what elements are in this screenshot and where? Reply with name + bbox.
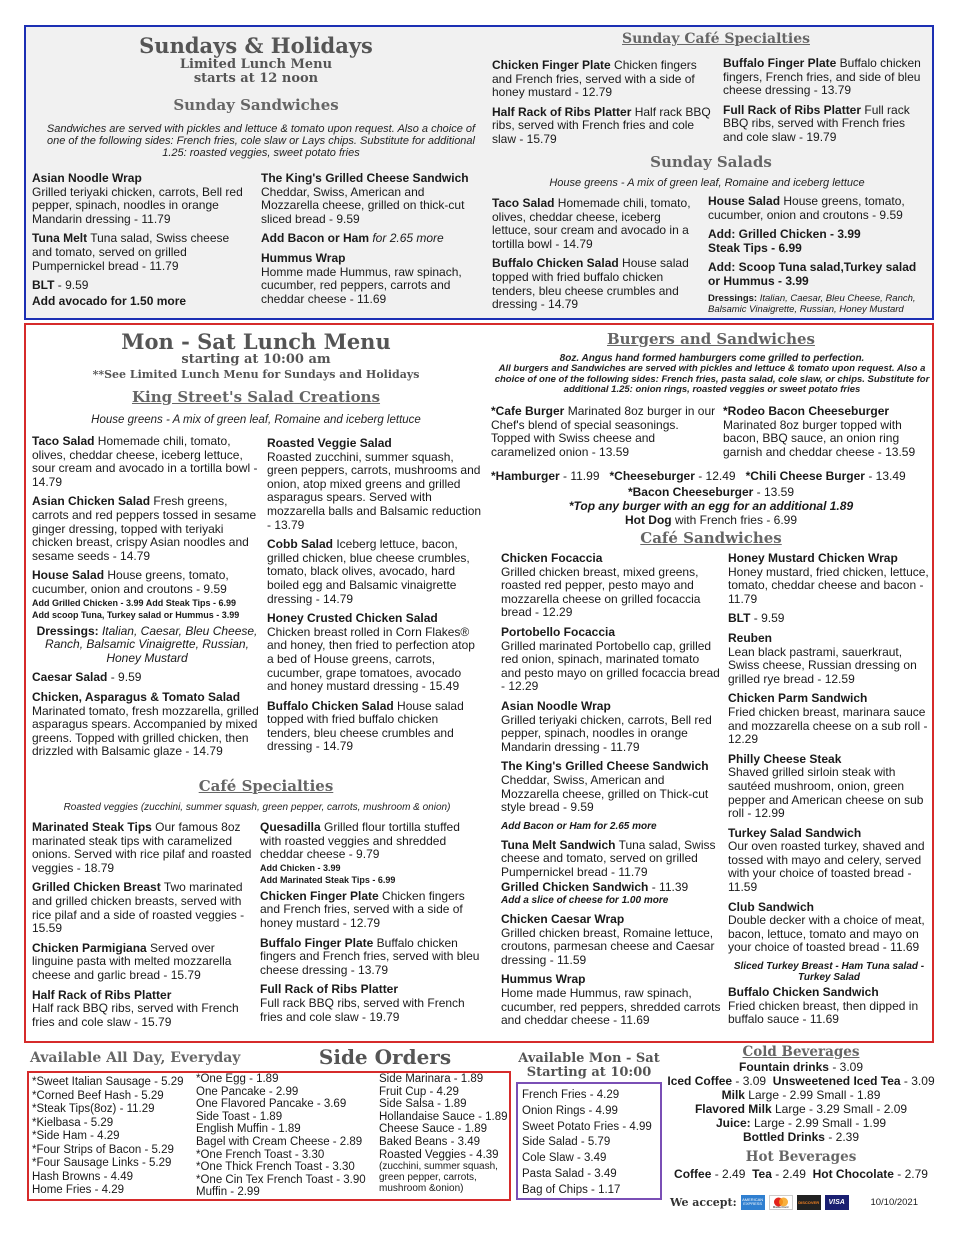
side-item: One Pancake - 2.99 (196, 1085, 299, 1098)
cafe-add-2: Add Marinated Steak Tips - 6.99 (260, 874, 396, 885)
menu-item (728, 901, 930, 955)
item-name: Turkey Salad Sandwich (728, 825, 862, 840)
coffee-name: Coffee (674, 1167, 712, 1181)
iced-coffee-row (666, 1074, 936, 1088)
item-desc: Cheddar, Swiss, American and Mozzarella cheese, grilled on thick-cut sliced bread - 9.59 (261, 184, 465, 226)
menu-item (32, 881, 254, 935)
menu-item (501, 760, 721, 814)
item-name: Add Bacon or Ham (261, 231, 370, 246)
menu-item (728, 692, 930, 746)
sunday-sandwiches-title: Sunday Sandwiches (173, 96, 339, 114)
item-name: Flavored Milk (694, 1102, 772, 1116)
menu-date: 10/10/2021 (870, 1196, 918, 1208)
menu-item (267, 612, 482, 694)
item-desc: Served over linguine pasta with melted mozzarella cheese and garlic bread - 15.79 (32, 940, 232, 982)
item-name: Milk (721, 1088, 745, 1102)
mastercard-icon (769, 1195, 793, 1210)
menu-item (501, 700, 721, 754)
menu-item (32, 495, 262, 563)
weekday-subtitle: starting at 10:00 am (181, 352, 331, 367)
weekday-cafe-col-1 (32, 821, 254, 1035)
side-item: Side Salsa - 1.89 (379, 1098, 467, 1111)
menu-item (492, 59, 712, 100)
item-desc: Full rack BBQ ribs, served with French fries and cole slaw - 19.79 (260, 995, 465, 1024)
item-name: Honey Mustard Chicken Wrap (728, 551, 898, 565)
side-item: Cheese Sauce - 1.89 (379, 1123, 488, 1136)
item-desc: Full rack BBQ ribs, served with French fries and cole slaw - 19.79 (723, 102, 910, 144)
side-item: Onion Rings - 4.99 (522, 1104, 618, 1117)
menu-item (32, 295, 247, 309)
item-desc: Shaved grilled sirloin steak with sautéed mushroom, onion, green pepper and American cheese on sub roll - 12.99 (728, 765, 924, 821)
menu-item (32, 671, 262, 685)
menu-item (267, 437, 482, 532)
club-choices: Sliced Turkey Breast - Ham Tuna salad - Turkey Salad (733, 961, 925, 984)
item-desc: - 9.59 (107, 670, 142, 685)
card-name: DISCOVER (798, 1199, 820, 1205)
menu-item (267, 538, 482, 606)
sunday-cafe-col-2 (723, 57, 928, 151)
weekday-cafe-note: Roasted veggies (zucchini, summer squash, green pepper, carrots, mushroom & onion) (63, 802, 451, 813)
item-name: Buffalo Finger Plate (723, 56, 837, 70)
item-desc: for 2.65 more (369, 231, 444, 246)
item-name: Hummus Wrap (261, 250, 346, 265)
item-name: Taco Salad (32, 434, 95, 448)
item-name: House Salad (708, 194, 781, 208)
sunday-dressings (708, 293, 930, 315)
dressings-list: Italian, Caesar, Bleu Cheese, Ranch, Balsamic Vinaigrette, Russian, Honey Mustard (45, 623, 258, 665)
menu-item (708, 195, 930, 222)
all-day-title: Available All Day, Everyday (30, 1050, 241, 1066)
item-name: Grilled Chicken Sandwich (501, 880, 649, 895)
item-price: - 13.59 (753, 485, 795, 499)
hot-dog (491, 513, 931, 527)
side-item: *Four Strips of Bacon - 5.29 (32, 1143, 174, 1156)
sunday-salads-col-2 (708, 195, 930, 315)
menu-item (32, 691, 262, 759)
hamburger-price: - 11.99 (559, 469, 600, 483)
item-price: - 3.09 (828, 1060, 864, 1074)
item-name: Taco Salad (492, 196, 555, 210)
side-item: *One Egg - 1.89 (196, 1073, 279, 1085)
sunday-subtitle-2: starts at 12 noon (193, 71, 319, 86)
item-name: Marinated Steak Tips (32, 820, 152, 834)
side-item: Fruit Cup - 4.29 (379, 1085, 459, 1098)
item-desc: Grilled teriyaki chicken, carrots, Bell red pepper, spinach, noodles in orange Mandarin dressing - 11.79 (32, 184, 243, 226)
side-item: *Kielbasa - 5.29 (32, 1116, 114, 1129)
coffee-price: - 2.49 (711, 1167, 746, 1181)
side-item: Bag of Chips - 1.17 (522, 1183, 621, 1196)
menu-item (32, 821, 254, 875)
item-name: Buffalo Chicken Sandwich (728, 985, 879, 1000)
iced-coffee-name: Iced Coffee (667, 1074, 733, 1088)
weekday-salads-col-2 (267, 437, 482, 760)
dressings-list: Italian, Caesar, Bleu Cheese, Ranch, Balsamic Vinaigrette, Russian, Honey Mustard (708, 292, 916, 315)
menu-item (728, 632, 930, 686)
sunday-cafe-col-1 (492, 59, 712, 153)
menu-item (32, 989, 254, 1030)
weekday-cafe-col-2 (260, 821, 482, 1030)
menu-item (501, 973, 721, 1027)
side-item: *Steak Tips(8oz) - 11.29 (32, 1103, 155, 1115)
item-desc: Grilled teriyaki chicken, carrots, Bell red pepper, spinach, noodles in orange Mandarin dressing - 11.79 (501, 712, 712, 754)
sunday-subtitle-1: Limited Lunch Menu (179, 57, 333, 72)
item-name: Add: Grilled Chicken - 3.99 (708, 227, 861, 242)
item-desc: Fried chicken breast, then dipped in buffalo sauce - 11.69 (728, 998, 919, 1027)
item-name: Buffalo Finger Plate (260, 935, 374, 950)
item-name: Chicken Parmigiana (32, 940, 147, 955)
sunday-sandwich-col-1 (32, 172, 247, 308)
menu-item (260, 983, 482, 1024)
menu-item (728, 612, 930, 626)
item-desc: Homemade chili, tomato, olives, cheddar cheese, iceberg lettuce, sour cream and avocado in a tortilla bowl - 14.79 (492, 196, 691, 251)
weekday-see-note: **See Limited Lunch Menu for Sundays and Holidays (92, 368, 420, 381)
sandwich-col-2 (728, 552, 930, 1027)
menu-item (32, 232, 247, 273)
item-name: Add avocado for 1.50 more (32, 293, 187, 308)
item-name: Roasted Veggie Salad (267, 436, 392, 450)
cafe-add-1: Add Chicken - 3.99 (260, 862, 341, 873)
item-name: Philly Cheese Steak (728, 751, 842, 766)
side-item: Bagel with Cream Cheese - 2.89 (196, 1135, 363, 1148)
item-name: *Cafe Burger (491, 404, 565, 418)
side-item: *One Cin Tex French Toast - 3.90 (196, 1173, 366, 1186)
we-accept-label: We accept: (670, 1195, 737, 1209)
side-item: Sweet Potato Fries - 4.99 (522, 1120, 652, 1133)
menu-item (501, 839, 721, 880)
chili-burger-name: *Chili Cheese Burger (745, 469, 865, 483)
item-desc: Grilled chicken breast, mixed greens, roasted red pepper, pesto mayo and mozzarella cheese on grilled focaccia bread - 12.29 (501, 564, 701, 620)
item-name: Quesadilla (260, 820, 321, 834)
menu-item (260, 937, 482, 978)
dressings-label: Dressings: (36, 623, 99, 638)
item-desc: Buffalo chicken fingers and French fries, served with bleu cheese dressing - 13.79 (260, 935, 480, 977)
menu-item (260, 890, 482, 931)
burger-prices-row (491, 470, 931, 484)
item-name: The King's Grilled Cheese Sandwich (501, 759, 709, 774)
item-name: Juice: (715, 1116, 751, 1130)
sand-add-cheese: Add a slice of cheese for 1.00 more (501, 895, 669, 907)
mon-sat-title-1: Available Mon - Sat (518, 1051, 660, 1066)
item-name: BLT (728, 611, 751, 626)
weekday-salads-note: House greens - A mix of green leaf, Romaine and iceberg lettuce (91, 414, 421, 426)
menu-item (708, 261, 930, 288)
menu-item (32, 942, 254, 983)
item-desc: Chicken fingers and French fries, served with a side of honey mustard - 12.79 (260, 888, 465, 930)
egg-note: *Top any burger with an egg for an additional 1.89 (568, 499, 854, 513)
menu-item (723, 104, 928, 145)
item-name: Chicken Caesar Wrap (501, 912, 625, 927)
item-desc: Marinated 8oz burger in our Chef's blend of special seasonings. Topped with Swiss cheese and caramelized onion - 13.59 (491, 404, 716, 459)
payment-row (670, 1191, 940, 1213)
sunday-title: Sundays & Holidays (139, 33, 373, 58)
item-name: Honey Crusted Chicken Salad (267, 611, 438, 626)
side-item: Hash Browns - 4.49 (32, 1170, 133, 1183)
side-item: *Side Ham - 4.29 (32, 1130, 120, 1142)
item-name: *Bacon Cheeseburger (627, 485, 754, 499)
item-name: Reuben (728, 630, 773, 645)
cafe-burger (491, 405, 716, 459)
item-name: Portobello Focaccia (501, 624, 616, 639)
side-item: Pasta Salad - 3.49 (522, 1167, 617, 1180)
item-desc: Tuna salad, Swiss cheese and tomato, served on grilled Pumpernickel bread - 11.79 (32, 231, 230, 273)
menu-item (261, 252, 476, 306)
item-name: BLT (32, 278, 55, 293)
discover-card-icon (797, 1195, 821, 1210)
menu-item (728, 753, 930, 821)
item-name: Asian Noodle Wrap (32, 171, 142, 185)
side-item: Side Salad - 5.79 (522, 1136, 611, 1149)
item-desc: Buffalo chicken fingers, French fries, and side of bleu cheese dressing - 13.79 (723, 56, 921, 98)
side-item: Baked Beans - 3.49 (379, 1135, 481, 1148)
menu-item (723, 57, 928, 98)
item-name: House Salad (32, 568, 105, 583)
item-price: - 2.39 (824, 1130, 860, 1144)
burgers-title: Burgers and Sandwiches (606, 330, 815, 348)
sandwich-col-1 (501, 552, 721, 1034)
rodeo-burger (723, 405, 931, 459)
card-name: MasterCard (772, 1204, 789, 1209)
flavored-milk-row (666, 1102, 936, 1116)
item-desc: Honey mustard, fried chicken, lettuce, tomato, cheddar cheese and bacon - 11.79 (728, 564, 929, 606)
side-item: Side Marinara - 1.89 (379, 1073, 484, 1085)
item-desc: Homemade chili, tomato, olives, cheddar cheese, iceberg lettuce, sour cream and avocado in a tortilla bowl - 14.79 (32, 434, 258, 489)
item-desc: Marinated tomato, fresh mozzarella, grilled asparagus spears. Accompanied by mixed greens. Topped with grilled chicken, then drizzled with Balsamic glaze - 14.79 (32, 703, 259, 759)
item-desc: Our oven roasted turkey, shaved and tossed with mayo and celery, served with your choice of toasted bread - 11.59 (728, 839, 925, 895)
side-item: Hollandaise Sauce - 1.89 (379, 1110, 508, 1123)
menu-item (501, 552, 721, 620)
item-desc: with French fries - 6.99 (671, 513, 798, 527)
item-desc: Half rack BBQ ribs, served with French fries and cole slaw - 15.79 (32, 1001, 239, 1029)
item-desc: Half rack BBQ ribs, served with French fries and cole slaw - 15.79 (492, 104, 711, 146)
item-name: Chicken Parm Sandwich (728, 691, 868, 706)
item-name: Chicken, Asparagus & Tomato Salad (32, 689, 241, 704)
hamburger-name: *Hamburger (491, 469, 560, 483)
menu-item (728, 827, 930, 895)
menu-item (501, 881, 721, 895)
item-name: Chicken Finger Plate (260, 888, 379, 903)
weekday-title: Mon - Sat Lunch Menu (121, 329, 391, 354)
sunday-sandwiches-note: Sandwiches are served with pickles and lettuce & tomato upon request. Also a choice of one of the following sides: French fries, cole slaw or Lays chips. Substitute for additional 1.25: roasted veggies, sweet potato fries (46, 123, 476, 159)
mon-sat-title-2: Starting at 10:00 (526, 1065, 652, 1080)
item-price: Large - 2.99 Small - 1.99 (750, 1116, 887, 1130)
side-orders-col-3 (379, 1073, 511, 1194)
item-desc: Home made Hummus, raw spinach, cucumber, red peppers, shredded carrots and cheddar cheese - 11.69 (501, 986, 721, 1028)
milk-row (666, 1088, 936, 1102)
side-item: One Flavored Pancake - 3.69 (196, 1098, 347, 1111)
item-desc: Lean black pastrami, sauerkraut, Swiss cheese, Russian dressing on grilled rye bread - 12.59 (728, 644, 917, 686)
sand-add-bacon: Add Bacon or Ham for 2.65 more (501, 820, 657, 832)
juice-row (666, 1116, 936, 1130)
burgers-note-2: All burgers and Sandwiches are served with pickles and lettuce & tomato upon request. Also a choice of one of the following sides: French fries, pasta salad, cole slaw, or chips. Substitute for additional 1.25: onion rings, roasted veggies or sweet potato fries (494, 363, 930, 395)
side-orders-title: Side Orders (318, 1045, 452, 1069)
sunday-salads-title: Sunday Salads (650, 153, 772, 171)
item-desc: Tuna salad, Swiss cheese and tomato, served on grilled Pumpernickel bread - 11.79 (501, 837, 716, 879)
sunday-cafe-title: Sunday Café Specialties (622, 31, 810, 47)
item-desc: Grilled chicken breast, Romaine lettuce, croutons, parmesan cheese and Caesar dressing - 11.59 (501, 925, 715, 967)
amex-card-icon (741, 1195, 765, 1210)
item-desc: Fried chicken breast, marinara sauce and mozzarella cheese on a sub roll - 12.29 (728, 704, 928, 747)
hot-chocolate-price: - 2.79 (893, 1167, 928, 1181)
weekday-menu-box (24, 323, 934, 1043)
weekday-cafe-title: Café Specialties (198, 777, 334, 795)
sunday-salads-note: House greens - A mix of green leaf, Romaine and iceberg lettuce (549, 177, 865, 189)
item-price: Large - 3.29 Small - 2.09 (771, 1102, 908, 1116)
chili-burger-price: - 13.49 (864, 469, 906, 483)
item-name: Buffalo Chicken Salad (267, 698, 394, 713)
side-orders-box (27, 1071, 511, 1201)
item-price: Large - 2.99 Small - 1.89 (744, 1088, 881, 1102)
item-name: *Rodeo Bacon Cheeseburger (723, 404, 890, 418)
hot-beverages-row (666, 1167, 936, 1181)
iced-tea-name: Unsweetened Iced Tea (772, 1074, 901, 1088)
side-item: *One French Toast - 3.30 (196, 1148, 325, 1161)
menu-item (728, 986, 930, 1027)
item-desc: - 9.59 (54, 278, 89, 293)
item-desc: House salad topped with fried buffalo chicken tenders, bleu cheese crumbles and dressing - 14.79 (267, 698, 464, 754)
side-item: *Sweet Italian Sausage - 5.29 (32, 1076, 184, 1088)
menu-item (492, 257, 697, 311)
iced-tea-price: - 3.09 (900, 1074, 935, 1088)
item-desc: Marinated 8oz burger topped with bacon, BBQ sauce, an onion ring garnish and cheddar cheese - 13.59 (723, 417, 916, 459)
menu-item (260, 821, 482, 862)
item-desc: Grilled marinated Portobello cap, grilled red onion, spinach, marinated tomato and pesto mayo on grilled focaccia bread - 12.29 (501, 638, 720, 694)
item-desc: - 11.39 (648, 880, 689, 895)
card-name: AMERICAN EXPRESS (742, 1197, 764, 1206)
item-desc: - 9.59 (750, 611, 785, 626)
weekday-salads-title: King Street's Salad Creations (131, 388, 381, 406)
item-name: Half Rack of Ribs Platter (492, 104, 632, 119)
item-name: Hummus Wrap (501, 972, 586, 987)
visa-card-icon (825, 1195, 849, 1210)
hot-beverages-title: Hot Beverages (745, 1149, 857, 1165)
item-desc: House salad topped with fried buffalo chicken tenders, bleu cheese crumbles and dressing - 14.79 (492, 256, 689, 312)
item-name: Caesar Salad (32, 670, 108, 685)
menu-item (267, 700, 482, 754)
dressings-label: Dressings: (708, 292, 758, 304)
menu-item (261, 172, 476, 226)
item-desc: Iceberg lettuce, bacon, grilled chicken, blue cheese crumbles, tomato, black olives, avocado, hard boiled egg and Balsamic vinaigrette dressing - 14.79 (267, 537, 470, 606)
all-day-col-1 (32, 1076, 197, 1198)
menu-item (492, 106, 712, 147)
item-name: Add: Scoop Tuna salad,Turkey salad or Hummus - 3.99 (708, 260, 917, 288)
side-item: Side Toast - 1.89 (196, 1110, 283, 1123)
item-name: The King's Grilled Cheese Sandwich (261, 171, 469, 185)
item-name: Steak Tips - 6.99 (708, 240, 802, 255)
bacon-cheeseburger (491, 485, 931, 499)
item-desc: House greens, tomato, cucumber, onion and croutons - 9.59 (32, 568, 229, 596)
item-desc: Roasted zucchini, summer squash, green peppers, carrots, mushrooms and onion, atop mixed greens and grilled asparagus spears. Served with mozzarella balls and Balsamic reduction - 13.79 (267, 449, 482, 532)
beverages-section (666, 1045, 936, 1181)
sunday-menu-box (24, 25, 934, 320)
item-name: Buffalo Chicken Salad (492, 256, 619, 271)
item-name: Half Rack of Ribs Platter (32, 987, 172, 1002)
side-item: *Corned Beef Hash - 5.29 (32, 1089, 164, 1102)
side-item: Roasted Veggies - 4.39 (379, 1148, 499, 1161)
item-desc: Our famous 8oz marinated steak tips with caramelized onions. Served with rice pilaf and roasted veggies - 18.79 (32, 820, 252, 875)
item-desc: Double decker with a choice of meat, bacon, lettuce, tomato and mayo on your choice of toasted bread - 11.69 (728, 913, 925, 955)
item-desc: Cheddar, Swiss, American and Mozzarella cheese, grilled on Thick-cut style bread - 9.59 (501, 772, 709, 815)
item-name: Grilled Chicken Breast (32, 880, 161, 895)
iced-coffee-price: - 3.09 (732, 1074, 767, 1088)
item-name: Cobb Salad (267, 537, 334, 552)
item-desc: House greens, tomato, cucumber, onion and croutons - 9.59 (708, 194, 905, 222)
tea-name: Tea (752, 1167, 772, 1181)
menu-item (708, 242, 930, 256)
menu-item (32, 435, 262, 489)
item-name: Tuna Melt (32, 231, 88, 246)
menu-item (32, 569, 262, 596)
hot-chocolate-name: Hot Chocolate (812, 1167, 894, 1181)
item-desc: Two marinated and grilled chicken breasts, served with rice pilaf and a side of roasted veggies - 15.59 (32, 880, 245, 936)
mon-sat-sides-list (522, 1088, 662, 1199)
side-item: (zucchini, summer squash, green pepper, carrots, mushroom &onion) (379, 1161, 498, 1195)
burgers-note-1: 8oz. Angus hand formed hamburgers come grilled to perfection. (559, 353, 865, 364)
cheeseburger-name: *Cheeseburger (609, 469, 695, 483)
sunday-sandwich-col-2 (261, 172, 476, 312)
side-item: Muffin - 2.99 (196, 1186, 260, 1199)
menu-item (708, 228, 930, 242)
item-name: Asian Noodle Wrap (501, 698, 611, 713)
menu-item (32, 279, 247, 293)
item-name: Bottled Drinks (742, 1130, 825, 1144)
menu-item (501, 626, 721, 694)
weekday-salads-col-1 (32, 435, 262, 765)
item-name: Fountain drinks (738, 1060, 829, 1074)
menu-item (32, 172, 247, 226)
side-item: Cole Slaw - 3.49 (522, 1152, 607, 1165)
mon-sat-sides-box (516, 1082, 662, 1200)
item-name: Chicken Focaccia (501, 551, 603, 565)
side-item: French Fries - 4.29 (522, 1089, 620, 1101)
item-name: Tuna Melt Sandwich (501, 837, 616, 852)
side-item: *Four Sausage Links - 5.29 (32, 1157, 172, 1169)
cold-beverages-title: Cold Beverages (742, 1044, 860, 1060)
card-name: VISA (828, 1198, 845, 1206)
sunday-salads-col-1 (492, 197, 697, 318)
item-desc: Grilled flour tortilla stuffed with roasted veggies and shredded cheddar cheese - 9.79 (260, 820, 460, 862)
menu-item (492, 197, 697, 251)
item-desc: Homme made Hummus, raw spinach, cucumber, red peppers, carrots and cheddar cheese - 11.69 (261, 264, 462, 306)
item-desc: Fresh greens, carrots and red peppers tossed in sesame ginger dressing, topped with teriyaki chicken breast, crispy Asian noodles and sesame seeds - 14.79 (32, 494, 257, 563)
item-name: Full Rack of Ribs Platter (260, 982, 399, 997)
cheeseburger-price: - 12.49 (694, 469, 736, 483)
menu-item (261, 232, 476, 246)
item-desc: Chicken breast rolled in Corn Flakes® and honey, then fried to perfection atop a bed of House greens, carrots, cucumber, grape tomatoes, avocado and honey mustard dressing - 15.49 (267, 624, 475, 694)
salad-add-1: Add Grilled Chicken - 3.99 Add Steak Tips - 6.99 (32, 597, 237, 608)
side-item: Home Fries - 4.29 (32, 1184, 125, 1196)
menu-item (501, 913, 721, 967)
item-name: Club Sandwich (728, 899, 815, 914)
fountain-drinks (666, 1060, 936, 1074)
item-name: Asian Chicken Salad (32, 494, 151, 509)
menu-item (728, 552, 930, 606)
item-name: Chicken Finger Plate (492, 58, 611, 72)
item-desc: Chicken fingers and French fries, served with a side of honey mustard - 12.79 (492, 58, 697, 100)
item-name: Hot Dog (624, 513, 672, 527)
item-name: Full Rack of Ribs Platter (723, 102, 862, 117)
weekday-dressings (32, 625, 262, 666)
cafe-sandwiches-title: Café Sandwiches (640, 529, 782, 547)
all-day-col-2 (196, 1073, 381, 1199)
bottled-drinks-row (666, 1130, 936, 1144)
side-item: *One Thick French Toast - 3.30 (196, 1161, 355, 1174)
side-item: English Muffin - 1.89 (196, 1123, 301, 1136)
tea-price: - 2.49 (771, 1167, 806, 1181)
salad-add-2: Add scoop Tuna, Turkey salad or Hummus - 3.99 (32, 609, 240, 620)
